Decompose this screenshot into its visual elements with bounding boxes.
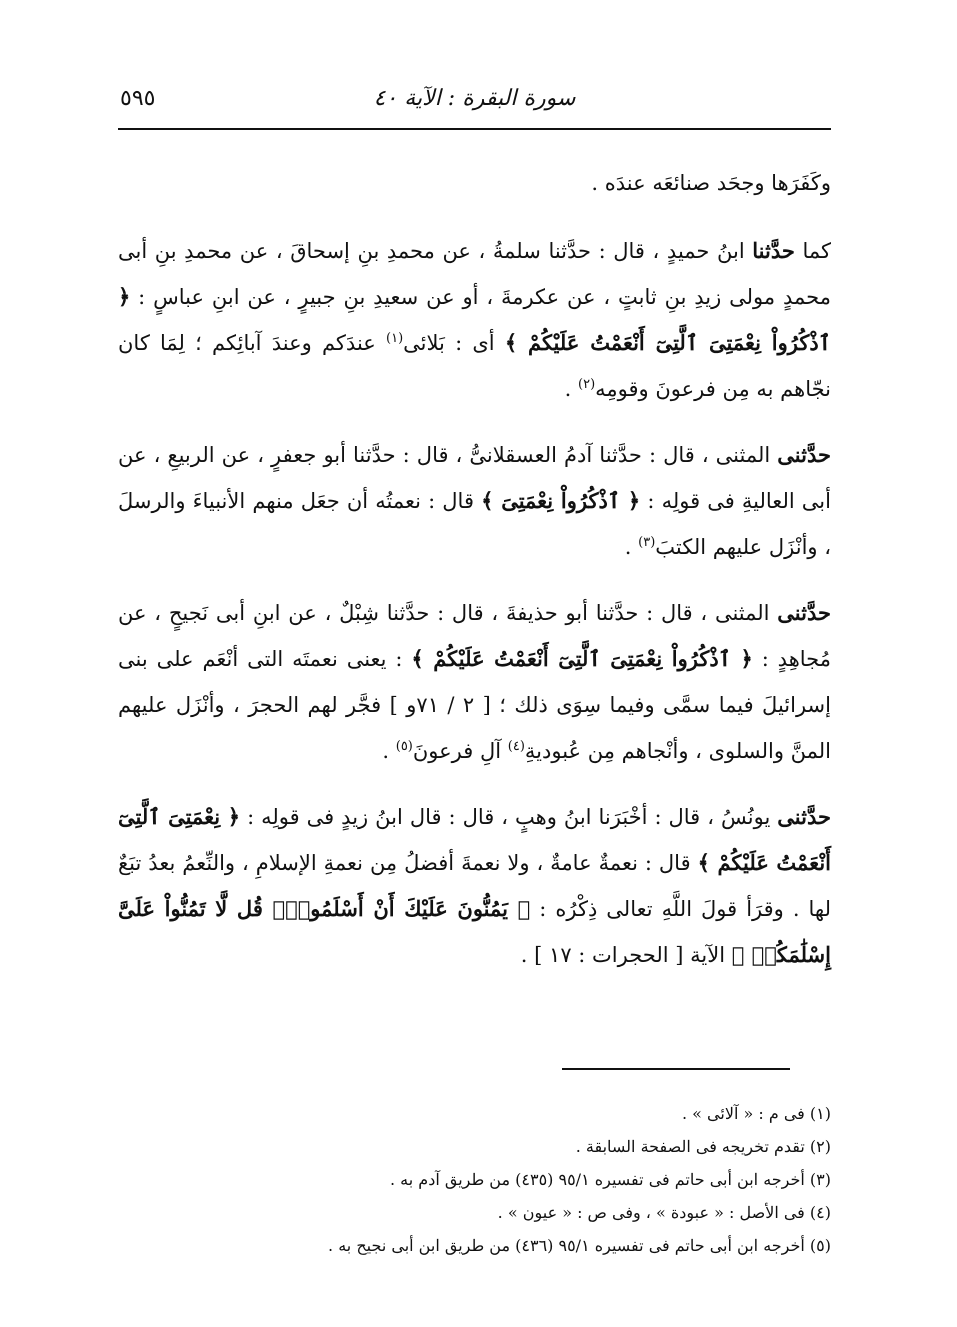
paragraph-4 [118,590,831,774]
p2-lead-word: حدَّثنا [752,238,795,263]
p2-text-a: كما [802,239,831,263]
p2-quran-verse: ﴿ ٱذْكُرُواْ نِعْمَتِىَ ٱلَّتِىٓ أَنْعَمْتُ عَلَيْكُمْ ﴾ [118,284,831,355]
paragraph-3 [118,432,831,570]
p4-quran-verse: ﴿ ٱذْكُرُواْ نِعْمَتِىَ ٱلَّتِىٓ أَنْعَمْتُ عَلَيْكُمْ ﴾ [411,646,753,671]
footnote-5: (٥) أخرجه ابن أبى حاتم فى تفسيره ٩٥/١ (٤٣٦) من طريق ابن أبى نجيح به . [328,1236,831,1255]
p5-lead-word: حدَّثنى [777,804,831,829]
p4-text-c: فجَّر لهم الحجرَ ، وأنْزَل عليهم المنَّ والسلوى ، وأنْجاهم مِن عُبوديةِ [118,693,831,763]
footnote-1: (١) فى م : « آلائى » . [682,1104,831,1123]
p3-text-a: المثنى ، قال : حدَّثنا آدمُ العسقلانىُّ ، قال : حدَّثنا أبو جعفرٍ ، عن الربيعِ ، عن أبى العاليةِ فى قولِه : [118,443,831,513]
p3-quran-verse: ﴿ ٱذْكُرُواْ نِعْمَتِىَ ﴾ [481,488,641,513]
footnote-3: (٣) أخرجه ابن أبى حاتم فى تفسيره ٩٥/١ (٤٣٥) من طريق آدم به . [390,1170,831,1189]
header-title: سورة البقرة : الآية ٤٠ [373,86,576,111]
p4-text-d: آلِ فرعونَ [412,739,502,763]
p5-text-c: الآية [690,943,726,967]
page-number: ٥٩٥ [120,86,156,111]
paragraph-1 [118,160,831,206]
footnote-2: (٢) تقدم تخريجه فى الصفحة السابقة . [575,1137,831,1156]
p5-quran-verse-1: ﴿ نِعْمَتِىَ ٱلَّتِىٓ أَنْعَمْتُ عَلَيْكُمْ ﴾ [118,804,831,875]
footnote-marker-3: (٣) [638,535,656,550]
main-text [118,160,831,998]
footnote-4: (٤) فى الأصل : « عبودة » ، وفى ص : « عيون » . [497,1203,831,1222]
p3-text-b: قال : نعمتُه أن جعَل منهم الأنبياءَ والرسلَ ، وأنْزَل عليهم الكتبَ [118,489,831,559]
p4-text-b: : يعنى نعمتَه التى أنْعَم على بنى إسرائيلَ فيما سمَّى وفيما سِوَى ذلك ؛ [118,647,831,717]
p4-folio-reference: [ ٢ / ٧١و ] [389,693,491,717]
p2-text-b: ابنُ حميدٍ ، قال : حدَّثنا سلمةُ ، عن محمدِ بنِ إسحاقَ ، عن محمدِ بنِ أبى محمدٍ مولى زيدِ بنِ ثابتٍ ، عن عكرمةَ ، أو عن سعيدِ بنِ جبيرٍ ، عن ابنِ عباسٍ : [118,239,831,309]
p2-text-c: أى : بَلائى [403,331,495,355]
footnote-marker-4: (٤) [507,739,525,754]
p4-text-e: . [382,739,390,763]
footnote-marker-2: (٢) [578,377,596,392]
p5-text-d: . [520,943,528,967]
p4-lead-word: حدَّثنى [777,600,831,625]
p4-text-a: المثنى ، قال : حدَّثنا أبو حذيفةَ ، قال : حدَّثنا شِبْلٌ ، عن ابنِ أبى نَجيحٍ ، عن مُجاهِدٍ : [118,601,831,671]
header-rule [118,128,831,130]
p2-text-e: . [564,377,572,401]
footnote-rule [562,1068,790,1070]
p5-text-b: قال : نعمةٌ عامةٌ ، ولا نعمةَ أفضلُ مِن نعمةِ الإسلامِ ، والنِّعمُ بعدُ تبَعٌ لها . وقرَأ قولَ اللَّهِ تعالى ذِكْرُه : [118,851,831,921]
paragraph-1-text: وكَفَرَها وجحَد صنائعَه عندَه . [591,171,831,195]
running-header [118,82,831,118]
p3-text-c: . [624,535,632,559]
p5-quran-verse-2: ﴿ يَمُنُّونَ عَلَيْكَ أَنْ أَسْلَمُواْۖ قُل لَّا تَمُنُّواْ عَلَىَّ إِسْلَٰمَكُمۖ ﴾ [118,896,831,967]
paragraph-5 [118,794,831,978]
p2-text-d: عندَكم وعندَ آبائِكم ؛ لِمَا كان نجّاهم به مِن فرعونَ وقومِه [118,331,831,401]
p3-lead-word: حدَّثنى [777,442,831,467]
p5-text-a: يونُسُ ، قال : أخْبَرَنا ابنُ وهبٍ ، قال : قال ابنُ زيدٍ فى قولِه : [247,805,771,829]
paragraph-2 [118,228,831,412]
footnotes [118,1097,831,1262]
footnote-marker-5: (٥) [395,739,413,754]
p5-surah-reference: [ الحجرات : ١٧ ] [534,943,684,967]
footnote-marker-1: (١) [386,331,404,346]
